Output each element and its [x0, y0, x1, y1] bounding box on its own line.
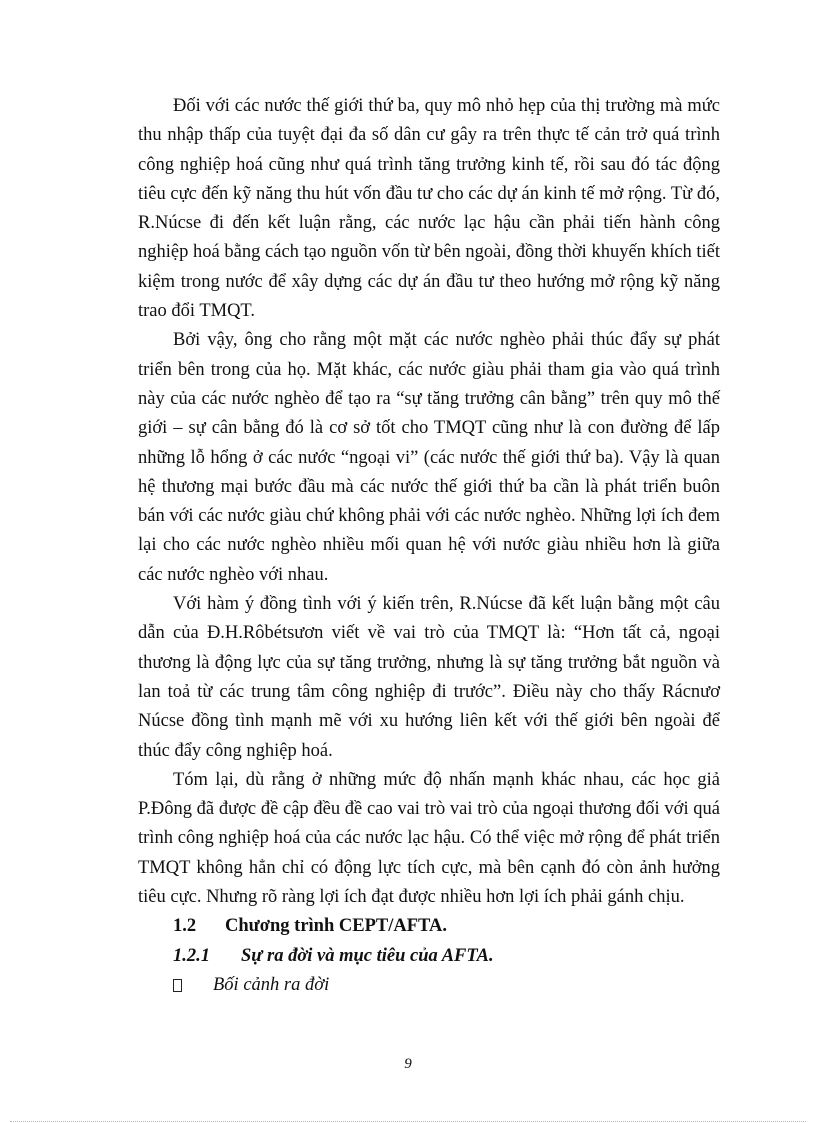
bullet-text: Bối cảnh ra đời	[213, 974, 330, 995]
subsection-heading	[138, 942, 720, 971]
section-number: 1.2	[173, 916, 197, 937]
subsection-number: 1.2.1	[173, 945, 210, 966]
page-body	[138, 92, 720, 1000]
square-bullet-icon	[173, 979, 182, 992]
subsection-title: Sự ra đời và mục tiêu của AFTA.	[241, 945, 494, 966]
page-number: 9	[404, 1056, 412, 1072]
bullet-item	[138, 971, 720, 1000]
paragraph-1: Đối với các nước thế giới thứ ba, quy mô nhỏ hẹp của thị trường mà mức thu nhập thấp của tuyệt đại đa số dân cư gây ra trên thực tế cản trở quá trình công nghiệp hoá cũng như quá trình tăng trưởng kinh tế, rồi sau đó tác động tiêu cực đến kỹ năng thu hút vốn đầu tư cho các dự án kinh tế mở rộng. Từ đó, R.Núcse đi đến kết luận rằng, các nước lạc hậu cần phải tiến hành công nghiệp hoá bằng cách tạo nguồn vốn từ bên ngoài, đồng thời khuyến khích tiết kiệm trong nước để xây dựng các dự án đầu tư theo hướng mở rộng kỹ năng trao đổi TMQT.	[138, 96, 720, 322]
section-title: Chương trình CEPT/AFTA.	[225, 916, 447, 937]
section-heading	[138, 912, 720, 941]
paragraph-3: Với hàm ý đồng tình với ý kiến trên, R.Núcse đã kết luận bằng một câu dẫn của Đ.H.Rôbétsươn viết về vai trò của TMQT là: “Hơn tất cả, ngoại thương là động lực của sự tăng trưởng, nhưng là sự tăng trưởng bắt nguồn và lan toả từ các trung tâm công nghiệp đi trước”. Điều này cho thấy Rácnươ Núcse đồng tình mạnh mẽ với xu hướng liên kết với thế giới bên ngoài để thúc đẩy công nghiệp hoá.	[138, 594, 720, 761]
paragraph-4: Tóm lại, dù rằng ở những mức độ nhấn mạnh khác nhau, các học giả P.Đông đã được đề cập đều đề cao vai trò vai trò của ngoại thương đối với quá trình công nghiệp hoá của các nước lạc hậu. Có thể việc mở rộng để phát triển TMQT không hẳn chỉ có động lực tích cực, mà bên cạnh đó còn ảnh hưởng tiêu cực. Nhưng rõ ràng lợi ích đạt được nhiều hơn lợi ích phải gánh chịu.	[138, 769, 720, 908]
page-bottom-divider	[10, 1121, 806, 1122]
paragraph-2: Bởi vậy, ông cho rằng một mặt các nước nghèo phải thúc đẩy sự phát triển bên trong của họ. Mặt khác, các nước giàu phải tham gia vào quá trình này của các nước nghèo để tạo ra “sự tăng trưởng cân bằng” trên quy mô thế giới – sự cân bằng đó là cơ sở tốt cho TMQT cũng như là con đường để lấp những lỗ hổng ở các nước “ngoại vi” (các nước thế giới thứ ba). Vậy là quan hệ thương mại bước đầu mà các nước thế giới thứ ba cần là phát triển buôn bán với các nước giàu chứ không phải với các nước nghèo. Những lợi ích đem lại cho các nước nghèo nhiều mối quan hệ với nước giàu nhiều hơn là giữa các nước nghèo với nhau.	[138, 330, 720, 585]
